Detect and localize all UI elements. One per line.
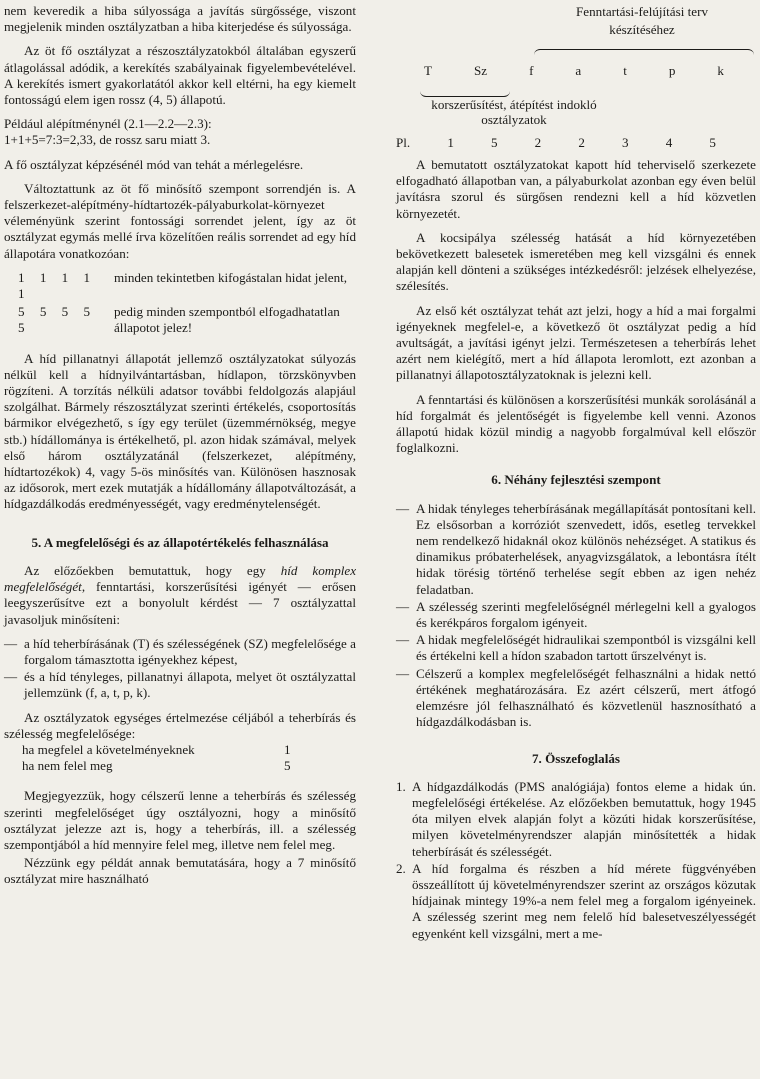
- paragraph: Az első két osztályzat tehát azt jelzi, hogy a híd a mai forgalmi igényeknek megfelel-e, a következő öt osztályzat pedig a híd avultságát, a javítási igényt jelzi. Természetesen a teherbírás lehet azért nem kielégítő, mert a híd állapota leromlott, ezt azonban a pillanatnyi állapotosztályzatoknak is jelezni kell.: [396, 302, 756, 383]
- plan-codes: [424, 63, 724, 79]
- plan-title: Fenntartási-felújítási terv készítéséhez: [576, 4, 708, 37]
- example-value: 2: [578, 135, 585, 150]
- code-letter: p: [668, 63, 676, 78]
- table-row: [4, 758, 356, 774]
- scale-row: [4, 304, 356, 336]
- example-paragraph: [4, 116, 356, 148]
- emphasis: híd komplex megfelelőségét: [4, 562, 356, 595]
- paragraph: Nézzünk egy példát annak bemutatására, hogy a 7 minősítő osztályzat mire használható: [4, 855, 356, 887]
- list-item: — A szélesség szerinti megfelelőségnél mérlegelni kell a gyalogos és kerékpáros forgalom igényeit.: [396, 598, 756, 631]
- grade-scale: [4, 270, 356, 337]
- code-letter: a: [575, 63, 582, 78]
- table-row: [4, 742, 356, 758]
- paragraph: nem keveredik a hiba súlyossága a javítás sürgőssége, viszont megjelenik minden osztályzatban a hiba kiterjedése és súlyossága.: [4, 3, 356, 35]
- paragraph: A fő osztályzat képzésénél mód van tehát a mérlegelésre.: [4, 156, 304, 172]
- paragraph: A híd pillanatnyi állapotát jellemző osztályzatokat súlyozás nélkül kell a hídnyilvántartásban, hídlapon, törzskönyvben rögzíteni. A torzítás nélküli adatsor további feldolgozás alapjául szolgálhat. Bármely részosztályzat szerinti értékelés, csoportosítás bármikor elvégezhető, s így egy terület (üzemmérnökség, megye stb.) hídállománya is értékelhető, pl. azon hidak számával, melyek első három osztályzatánál (felszerkezet, alépítmény, hídtartozékok) 4, vagy 5-ös minősítés van. Különösen hasznosak az idősorok, mert ezek mutatják a hídállomány állapotváltozását, a hídgazdálkodás eredményességét, vagy eredménytelenségét.: [4, 350, 356, 512]
- item-number: 2.: [396, 860, 406, 876]
- list-item-text: A szélesség szerinti megfelelőségnél mérlegelni kell a gyalogos és kerékpáros forgalom igényeit.: [416, 598, 756, 631]
- example-line: Például alépítménynél (2.1—2.2—2.3):: [4, 116, 212, 132]
- paragraph: Megjegyezzük, hogy célszerű lenne a teherbírás és szélesség szerinti megfelelőséget úgy osztályozni, hogy a minősítő osztályzat jelezze azt is, hogy a teherbírás, ill. a szélesség szempontjából a híd mennyire felel meg, illetve nem felel meg.: [4, 788, 356, 852]
- code-letter: k: [717, 63, 724, 78]
- example-value: 5: [491, 135, 498, 150]
- section-heading-6: 6. Néhány fejlesztési szempont: [491, 472, 661, 488]
- scale-code: 5 5 5 5 5: [18, 304, 97, 336]
- plan-subtitle: korszerűsítést, átépítést indokló osztályzatok: [431, 97, 597, 127]
- section-heading-7: 7. Összefoglalás: [531, 750, 620, 766]
- table-cell: 1: [284, 741, 291, 757]
- list-item: — és a híd tényleges, pillanatnyi állapota, melyet öt osztályzattal jellemzünk (f, a, t, p, k).: [4, 669, 356, 701]
- scale-desc: minden tekintetben kifogástalan hidat jelent,: [114, 269, 348, 285]
- scale-code: 1 1 1 1 1: [18, 269, 97, 302]
- table-cell: 5: [284, 758, 291, 774]
- paragraph: Változtattunk az öt fő minősítő szempont sorrendjén is. A felszerkezet-alépítmény-hídtartozék-pályaburkolat-környezet véleményünk szerint fontossági sorrendet jelent, így az öt osztályzat egymás mellé írva közelítően reális sorrendet ad egy híd állapotára vonatkozóan:: [4, 180, 356, 261]
- paragraph: [4, 563, 356, 628]
- list-item: — Célszerű a komplex megfelelőségét felhasználni a hidak nettó értékének meghatározására. Ez azért célszerű, mert átfogó elemzésre jól felhasználható és közvetlenül hasznosítható a hídgazdálkodásban is.: [396, 665, 756, 730]
- paragraph: Az osztályzatok egységes értelmezése céljából a teherbírás és szélesség megfelelősége:: [4, 709, 356, 741]
- left-column: [4, 3, 356, 896]
- example-value: Pl.: [396, 135, 411, 150]
- example-value: 5: [709, 135, 716, 150]
- sub-brace: [420, 88, 510, 97]
- plan-example-values: [396, 135, 716, 151]
- section-heading-5: 5. A megfelelőségi és az állapotértékelés felhasználása: [31, 534, 329, 550]
- list-item: [396, 779, 756, 860]
- example-formula: 1+1+5=7:3=2,33, de rossz saru miatt 3.: [4, 132, 211, 148]
- paragraph: Az öt fő osztályzat a részosztályzatokból általában egyszerű átlagolással adódik, a kerekítés szabályainak figyelembevételével. A kerekítés ismert gyakorlatától akkor kell eltérni, ha egy kiemelt fontosságú elem igen rossz (4, 5) állapotú.: [4, 43, 356, 108]
- compliance-table: [4, 742, 356, 774]
- paragraph: A fenntartási és különösen a korszerűsítési munkák sorolásánál a híd forgalmát és jelentőségét is figyelembe kell venni. Azonos állapotú hidak közül mindig a nagyobb forgalmúval kell először foglalkozni.: [396, 391, 756, 456]
- example-value: 4: [665, 135, 673, 150]
- table-cell: ha megfelel a követelményeknek: [22, 741, 195, 757]
- list-item-text: A hidak tényleges teherbírásának megállapítását pontosítani kell. Ez elsősorban a korróziót szenvedett, idős, esetleg tervekkel nem rendelkező hidaknál okoz különös nehézséget. A statikus és dinamikus próbaterhelések, anyagvizsgálatok, a lebontásra ítélt hidak törésig történő terhelése segít ebben az igen nehéz feladatban.: [416, 500, 756, 597]
- code-letter: f: [529, 63, 534, 78]
- list-item: — A hidak tényleges teherbírásának megállapítását pontosítani kell. Ez elsősorban a korróziót szenvedett, idős, esetleg tervekkel nem rendelkező hidaknál okoz különös nehézséget. A statikus és dinamikus próbaterhelések, anyagvizsgálatok, a lebontásra ítélt hidak törésig történő terhelése segít ebben az igen nehéz feladatban.: [396, 500, 756, 597]
- list-item: [396, 861, 756, 942]
- scale-row: [4, 270, 356, 302]
- list-item: — a híd teherbírásának (T) és szélességének (SZ) megfelelősége a forgalom támasztotta igényekhez képest,: [4, 635, 356, 667]
- list-item-text: és a híd tényleges, pillanatnyi állapota, melyet öt osztályzattal jellemzünk (f, a, t, p, k).: [24, 669, 356, 701]
- numbered-list: [396, 779, 756, 942]
- list-item-text: A híd forgalma és részben a híd mérete függvényében összeállított új követelményrendszer szerint az országos közutak hídjainak mintegy 19%-a nem felel meg a forgalom igényeinek. A szélesség szerint meg nem felelő híd balesetveszélyességét egyenként kell vizsgálni, mert a me-: [412, 860, 756, 941]
- example-value: 2: [534, 135, 542, 150]
- code-letter: t: [623, 63, 627, 78]
- right-column: [396, 3, 756, 943]
- paragraph: A kocsipálya szélesség hatását a híd környezetében bekövetkezett balesetek ismeretében meg kell vizsgálni és ennek alapján kell dönteni a szükséges intézkedésről: jelzések elhelyezése, szélesítés.: [396, 229, 756, 294]
- list-item-text: Célszerű a komplex megfelelőségét felhasználni a hidak nettó értékének meghatározására. Ez azért célszerű, mert átfogó elemzésre jól felhasználható és közvetlenül hasznosítható a hídgazdálkodásban is.: [416, 665, 756, 730]
- list-item-text: A hídgazdálkodás (PMS analógiája) fontos eleme a hidak ún. megfelelőségi értékelése. Az előzőekben bemutattuk, hogy 1945 óta milyen elvek alapján folyt a közúti hidak korszerűsítése, milyen követelményrendszer alapján minősítették a hidak teherbírását és szélességét.: [412, 778, 756, 859]
- text-run: , fenntartási, korszerűsítési igényét — erősen leegyszerűsítve ezt a bonyolult kérdést — 7 osztályzattal javasoljuk minősíteni:: [4, 579, 356, 627]
- code-letter: T: [424, 63, 432, 78]
- plan-brace: [534, 49, 754, 58]
- list-item: — A hidak megfelelőségét hidraulikai szempontból is vizsgálni kell és értékelni kell a hídon szabadon tartott űrszelvényt is.: [396, 632, 756, 664]
- dash-list: [4, 636, 356, 702]
- example-value: 3: [622, 135, 629, 150]
- table-cell: ha nem felel meg: [22, 758, 113, 774]
- item-number: 1.: [396, 778, 406, 794]
- list-item-text: A hidak megfelelőségét hidraulikai szempontból is vizsgálni kell és értékelni kell a hídon szabadon tartott űrszelvényt is.: [416, 632, 756, 664]
- code-letter: Sz: [473, 63, 488, 78]
- example-value: 1: [447, 135, 454, 150]
- text-run: Az előzőekben bemutattuk, hogy egy: [24, 562, 281, 578]
- paragraph: A bemutatott osztályzatokat kapott híd teherviselő szerkezete elfogadható állapotban van, a pályaburkolat azonban egy éven belül javításra szorul és sürgősen rendezni kell a híd közvetlen környezetét.: [396, 157, 756, 221]
- scale-desc: pedig minden szempontból elfogadhatatlan állapotot jelez!: [114, 304, 340, 336]
- list-item-text: a híd teherbírásának (T) és szélességének (SZ) megfelelősége a forgalom támasztotta igényekhez képest,: [24, 635, 356, 667]
- grading-diagram: [396, 3, 756, 153]
- dash-list: [396, 501, 756, 731]
